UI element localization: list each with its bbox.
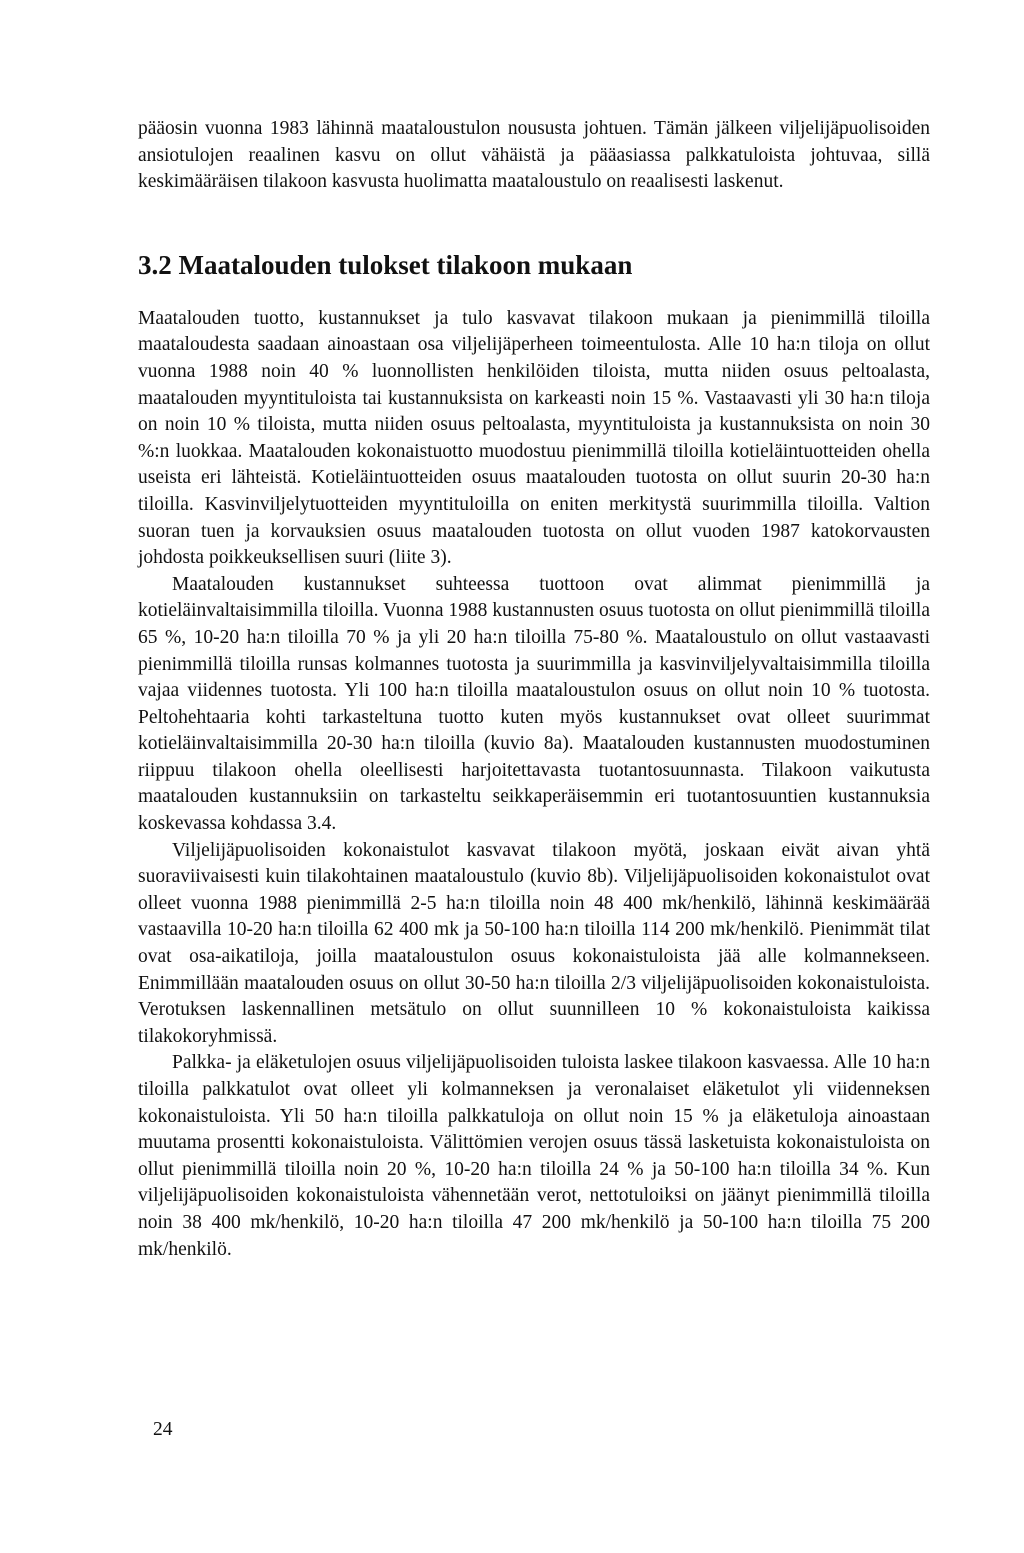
- document-page: [138, 116, 930, 1263]
- intro-paragraph: pääosin vuonna 1983 lähinnä maataloustulon noususta johtuen. Tämän jälkeen viljelijäpuolisoiden ansiotulojen reaalinen kasvu on ollut vähäistä ja pääasiassa palkkatuloista johtuvaa, sillä keskimääräisen tilakoon kasvusta huolimatta maataloustulo on reaalisesti laskenut.: [138, 118, 930, 193]
- body-paragraph-3: Viljelijäpuolisoiden kokonaistulot kasvavat tilakoon myötä, joskaan eivät aivan yhtä suoraviivaisesti kuin tilakohtainen maataloustulo (kuvio 8b). Viljelijäpuolisoiden kokonaistulot ovat olleet vuonna 1988 pienimmillä 2-5 ha:n tiloilla noin 48 400 mk/henkilö, lähinnä keskimäärää vastaavilla 10-20 ha:n tiloilla 62 400 mk ja 50-100 ha:n tiloilla 114 200 mk/henkilö. Pienimmät tilat ovat osa-aikatiloja, joilla maataloustulon osuus kokonaistuloista jää alle kolmannekseen. Enimmillään maatalouden osuus on ollut 30-50 ha:n tiloilla 2/3 viljelijäpuolisoiden kokonaistuloista. Verotuksen laskennallinen metsätulo on ollut suunnilleen 10 % kokonaistuloista kaikissa tilakokoryhmissä.: [138, 839, 930, 1047]
- section-heading: 3.2 Maatalouden tulokset tilakoon mukaan: [138, 249, 633, 280]
- body-paragraph-1: Maatalouden tuotto, kustannukset ja tulo kasvavat tilakoon mukaan ja pienimmillä tiloilla maataloudesta saadaan ainoastaan osa viljelijäperheen toimeentulosta. Alle 10 ha:n tiloja on ollut vuonna 1988 noin 40 % luonnollisten henkilöiden tiloista, mutta niiden osuus peltoalasta, maatalouden myyntituloista tai kustannuksista on karkeasti noin 15 %. Vastaavasti yli 30 ha:n tiloja on noin 10 % tiloista, mutta niiden osuus peltoalasta, myyntituloista ja kustannuksista on noin 30 %:n luokkaa. Maatalouden kokonaistuotto muodostuu pienimmillä tiloilla kotieläintuotteiden ohella useista eri lähteistä. Kotieläintuotteiden osuus maatalouden tuotosta on ollut suurin 20-30 ha:n tiloilla. Kasvinviljelytuotteiden myyntituloilla on eniten merkitystä suurimmilla tiloilla. Valtion suoran tuen ja korvauksien osuus maatalouden tuotosta on ollut vuoden 1987 katokorvausten johdosta poikkeuksellisen suuri (liite 3).: [138, 307, 930, 569]
- body-paragraph-4: Palkka- ja eläketulojen osuus viljelijäpuolisoiden tuloista laskee tilakoon kasvaessa. Alle 10 ha:n tiloilla palkkatulot ovat olleet yli kolmanneksen ja veronalaiset eläketulot yli viidenneksen kokonaistuloista. Yli 50 ha:n tiloilla palkkatuloja on ollut noin 15 % ja eläketuloja ainoastaan muutama prosentti kokonaistuloista. Välittömien verojen osuus tässä lasketuista kokonaistuloista on ollut pienimmillä tiloilla noin 20 %, 10-20 ha:n tiloilla 24 % ja 50-100 ha:n tiloilla 34 %. Kun viljelijäpuolisoiden kokonaistuloista vähennetään verot, nettotuloiksi on jäänyt pienimmillä tiloilla noin 38 400 mk/henkilö, 10-20 ha:n tiloilla 47 200 mk/henkilö ja 50-100 ha:n tiloilla 75 200 mk/henkilö.: [138, 1052, 930, 1260]
- page-number: 24: [153, 1419, 173, 1440]
- body-paragraph-2: Maatalouden kustannukset suhteessa tuottoon ovat alimmat pienimmillä ja kotieläinvaltaisimmilla tiloilla. Vuonna 1988 kustannusten osuus tuotosta on ollut pienimmillä tiloilla 65 %, 10-20 ha:n tiloilla 70 % ja yli 20 ha:n tiloilla 75-80 %. Maataloustulo on ollut vastaavasti pienimmillä tiloilla runsas kolmannes tuotosta ja suurimmilla ja kasvinviljelyvaltaisimmilla tiloilla vajaa viidennes tuotosta. Yli 100 ha:n tiloilla maataloustulon osuus on ollut noin 10 % tuotosta. Peltohehtaaria kohti tarkasteltuna tuotto kuten myös kustannukset ovat olleet suurimmat kotieläinvaltaisimmilla 20-30 ha:n tiloilla (kuvio 8a). Maatalouden kustannusten muodostuminen riippuu tilakoon ohella oleellisesti harjoitettavasta tuotantosuunnasta. Tilakoon vaikutusta maatalouden kustannuksiin on tarkasteltu seikkaperäisemmin eri tuotantosuuntien kustannuksia koskevassa kohdassa 3.4.: [138, 573, 930, 835]
